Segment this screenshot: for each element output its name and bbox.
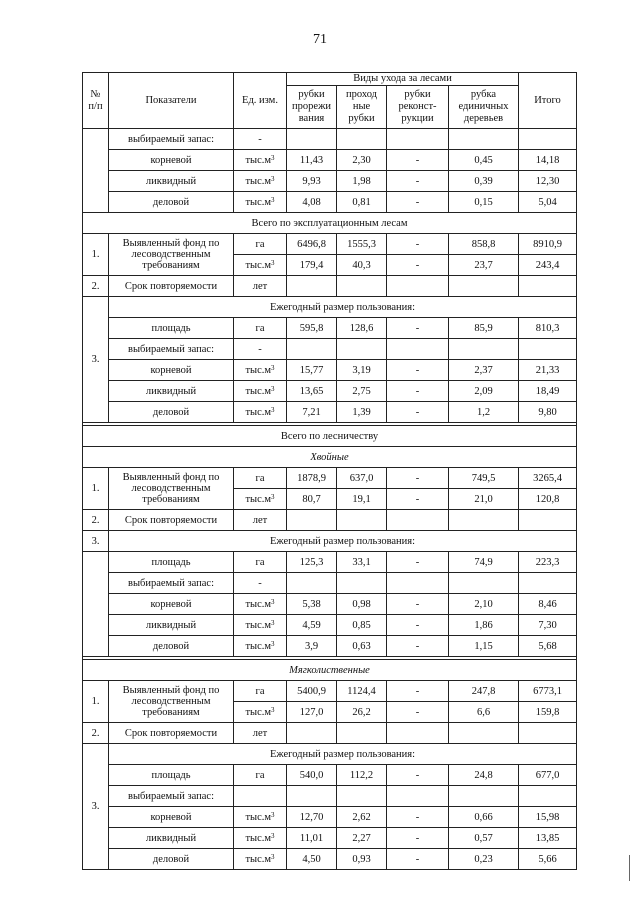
- cell: 120,8: [519, 489, 577, 510]
- col-header-unit: Ед. изм.: [234, 73, 287, 129]
- row-unit: $тыс.м^3$: [234, 192, 287, 213]
- cell: 1555,3: [337, 234, 387, 255]
- cell: 5,38: [287, 594, 337, 615]
- cell: 6,6: [449, 702, 519, 723]
- page-number: 71: [313, 32, 327, 47]
- col-header-indicator: Показатели: [109, 73, 234, 129]
- table-row: [83, 360, 577, 381]
- subsection-title: Хвойные: [83, 447, 577, 468]
- row-label: Срок повторяемости: [109, 723, 234, 744]
- col-header-group: Виды ухода за лесами: [287, 73, 519, 86]
- cell: 125,3: [287, 552, 337, 573]
- cell: 0,23: [449, 849, 519, 870]
- cell: 677,0: [519, 765, 577, 786]
- cell: 19,1: [337, 489, 387, 510]
- section-title: Всего по эксплуатационным лесам: [83, 213, 577, 234]
- cell: -: [387, 468, 449, 489]
- cell: 5,68: [519, 636, 577, 657]
- cell: -: [387, 552, 449, 573]
- row-label: ликвидный: [109, 615, 234, 636]
- table-row: [83, 339, 577, 360]
- row-label: ликвидный: [109, 828, 234, 849]
- cell: 0,63: [337, 636, 387, 657]
- cell: 9,93: [287, 171, 337, 192]
- row-unit: $тыс.м^3$: [234, 381, 287, 402]
- row-unit: $тыс.м^3$: [234, 255, 287, 276]
- cell: 13,65: [287, 381, 337, 402]
- cell: 0,85: [337, 615, 387, 636]
- cell: 24,8: [449, 765, 519, 786]
- cell: -: [387, 255, 449, 276]
- row-label: Срок повторяемости: [109, 276, 234, 297]
- row-label: Ежегодный размер пользования:: [109, 297, 577, 318]
- table-row: [83, 594, 577, 615]
- cell: 3265,4: [519, 468, 577, 489]
- cell: 0,93: [337, 849, 387, 870]
- row-unit: $тыс.м^3$: [234, 171, 287, 192]
- cell: 7,30: [519, 615, 577, 636]
- row-label: выбираемый запас:: [109, 573, 234, 594]
- cell: 112,2: [337, 765, 387, 786]
- cell: -: [387, 849, 449, 870]
- cell: 74,9: [449, 552, 519, 573]
- col-header-single-trees: рубка единичных деревьев: [449, 86, 519, 129]
- row-unit: $тыс.м^3$: [234, 807, 287, 828]
- cell: -: [387, 150, 449, 171]
- cell: 11,43: [287, 150, 337, 171]
- table-row: [83, 552, 577, 573]
- row-unit: га: [234, 318, 287, 339]
- row-unit: га: [234, 765, 287, 786]
- cell: 1124,4: [337, 681, 387, 702]
- col-header-reconstruction: рубки реконст- рукции: [387, 86, 449, 129]
- table-row: [83, 615, 577, 636]
- row-label: деловой: [109, 849, 234, 870]
- cell: 5400,9: [287, 681, 337, 702]
- cell: 810,3: [519, 318, 577, 339]
- cell: 1,86: [449, 615, 519, 636]
- cell: -: [387, 636, 449, 657]
- cell: 128,6: [337, 318, 387, 339]
- row-label: деловой: [109, 402, 234, 423]
- table-row: [83, 531, 577, 552]
- cell: 3,9: [287, 636, 337, 657]
- section-row: [83, 426, 577, 447]
- row-label: корневой: [109, 360, 234, 381]
- row-num: 1.: [83, 681, 109, 723]
- cell: 23,7: [449, 255, 519, 276]
- cell: 3,19: [337, 360, 387, 381]
- cell: 6773,1: [519, 681, 577, 702]
- cell: 5,66: [519, 849, 577, 870]
- row-unit: $тыс.м^3$: [234, 150, 287, 171]
- row-num: 3.: [83, 531, 109, 552]
- cell: 4,08: [287, 192, 337, 213]
- cell: 4,50: [287, 849, 337, 870]
- cell: 0,98: [337, 594, 387, 615]
- col-header-passing: проход ные рубки: [337, 86, 387, 129]
- cell: 21,33: [519, 360, 577, 381]
- cell: 179,4: [287, 255, 337, 276]
- table-row: [83, 765, 577, 786]
- row-unit: лет: [234, 723, 287, 744]
- row-unit: $тыс.м^3$: [234, 489, 287, 510]
- table-row: [83, 402, 577, 423]
- cell: 15,98: [519, 807, 577, 828]
- cell: -: [387, 171, 449, 192]
- row-unit: лет: [234, 276, 287, 297]
- table-row: [83, 276, 577, 297]
- row-num: 3.: [83, 744, 109, 870]
- row-label: площадь: [109, 552, 234, 573]
- cell: -: [387, 828, 449, 849]
- row-label: площадь: [109, 318, 234, 339]
- row-label: корневой: [109, 807, 234, 828]
- cell: -: [387, 765, 449, 786]
- row-unit: га: [234, 234, 287, 255]
- cell: 12,30: [519, 171, 577, 192]
- row-unit: $тыс.м^3$: [234, 615, 287, 636]
- row-label: Ежегодный размер пользования:: [109, 744, 577, 765]
- table-row: [83, 150, 577, 171]
- cell: 4,59: [287, 615, 337, 636]
- cell: 8910,9: [519, 234, 577, 255]
- cell: 6496,8: [287, 234, 337, 255]
- table-row: [83, 573, 577, 594]
- cell: -: [387, 402, 449, 423]
- row-unit: га: [234, 468, 287, 489]
- cell: -: [387, 360, 449, 381]
- cell: 749,5: [449, 468, 519, 489]
- cell: 40,3: [337, 255, 387, 276]
- cell: 1,39: [337, 402, 387, 423]
- cell: -: [387, 381, 449, 402]
- row-unit: -: [234, 339, 287, 360]
- row-unit: -: [234, 129, 287, 150]
- table-row: [83, 171, 577, 192]
- row-label: корневой: [109, 594, 234, 615]
- table-row: [83, 468, 577, 489]
- cell: 637,0: [337, 468, 387, 489]
- row-unit: $тыс.м^3$: [234, 402, 287, 423]
- row-label: корневой: [109, 150, 234, 171]
- forest-care-table: [82, 72, 577, 870]
- table-row: [83, 744, 577, 765]
- row-unit: га: [234, 552, 287, 573]
- col-header-num: № п/п: [83, 73, 109, 129]
- cell: 80,7: [287, 489, 337, 510]
- cell: 159,8: [519, 702, 577, 723]
- row-label: Срок повторяемости: [109, 510, 234, 531]
- row-num: 2.: [83, 723, 109, 744]
- table-row: [83, 828, 577, 849]
- cell: 2,09: [449, 381, 519, 402]
- table-row: [83, 681, 577, 702]
- row-label: выбираемый запас:: [109, 129, 234, 150]
- cell: 0,66: [449, 807, 519, 828]
- cell: -: [387, 318, 449, 339]
- cell: 15,77: [287, 360, 337, 381]
- row-unit: $тыс.м^3$: [234, 636, 287, 657]
- row-num: 2.: [83, 276, 109, 297]
- cell: 2,10: [449, 594, 519, 615]
- cell: 13,85: [519, 828, 577, 849]
- cell: -: [387, 234, 449, 255]
- row-unit: $тыс.м^3$: [234, 849, 287, 870]
- cell: 2,62: [337, 807, 387, 828]
- row-unit: -: [234, 573, 287, 594]
- cell: 7,21: [287, 402, 337, 423]
- row-unit: $тыс.м^3$: [234, 360, 287, 381]
- cell: 223,3: [519, 552, 577, 573]
- table-row: [83, 510, 577, 531]
- table-row: [83, 723, 577, 744]
- cell: 14,18: [519, 150, 577, 171]
- cell: 0,57: [449, 828, 519, 849]
- col-header-total: Итого: [519, 73, 577, 129]
- cell: -: [387, 807, 449, 828]
- table-row: [83, 849, 577, 870]
- cell: 595,8: [287, 318, 337, 339]
- table-row: [83, 381, 577, 402]
- section-title: Всего по лесничеству: [83, 426, 577, 447]
- cell: 11,01: [287, 828, 337, 849]
- cell: 0,15: [449, 192, 519, 213]
- cell: 1878,9: [287, 468, 337, 489]
- table-row: [83, 786, 577, 807]
- row-unit: $тыс.м^3$: [234, 594, 287, 615]
- row-num: 1.: [83, 468, 109, 510]
- table-row: [83, 807, 577, 828]
- cell: 21,0: [449, 489, 519, 510]
- cell: 0,81: [337, 192, 387, 213]
- cell: -: [387, 702, 449, 723]
- row-unit: $тыс.м^3$: [234, 702, 287, 723]
- row-num: 2.: [83, 510, 109, 531]
- row-label: выбираемый запас:: [109, 786, 234, 807]
- table-row: [83, 129, 577, 150]
- row-unit: лет: [234, 510, 287, 531]
- row-label: деловой: [109, 636, 234, 657]
- cell: 5,04: [519, 192, 577, 213]
- row-label: ликвидный: [109, 171, 234, 192]
- cell: 1,2: [449, 402, 519, 423]
- row-label: Выявленный фонд по лесоводственным требованиям: [109, 468, 234, 510]
- subsection-row: [83, 447, 577, 468]
- row-label: ликвидный: [109, 381, 234, 402]
- row-label: площадь: [109, 765, 234, 786]
- cell: 8,46: [519, 594, 577, 615]
- table-row: [83, 192, 577, 213]
- cell: 1,98: [337, 171, 387, 192]
- row-label: Выявленный фонд по лесоводственным требованиям: [109, 234, 234, 276]
- cell: 2,75: [337, 381, 387, 402]
- cell: 18,49: [519, 381, 577, 402]
- subsection-title: Мягколиственные: [83, 660, 577, 681]
- cell: 0,39: [449, 171, 519, 192]
- subsection-row: [83, 660, 577, 681]
- cell: -: [387, 192, 449, 213]
- cell: 2,27: [337, 828, 387, 849]
- table-row: [83, 636, 577, 657]
- section-row: [83, 213, 577, 234]
- cell: 247,8: [449, 681, 519, 702]
- header-row: [83, 73, 577, 86]
- table-row: [83, 234, 577, 255]
- cell: 243,4: [519, 255, 577, 276]
- cell: 33,1: [337, 552, 387, 573]
- cell: -: [387, 594, 449, 615]
- cell: 12,70: [287, 807, 337, 828]
- cell: -: [387, 615, 449, 636]
- cell: -: [387, 681, 449, 702]
- cell: 2,37: [449, 360, 519, 381]
- row-unit: $тыс.м^3$: [234, 828, 287, 849]
- row-label: деловой: [109, 192, 234, 213]
- scan-margin-line: [629, 855, 630, 881]
- table-row: [83, 297, 577, 318]
- cell: 0,45: [449, 150, 519, 171]
- cell: 9,80: [519, 402, 577, 423]
- row-unit: га: [234, 681, 287, 702]
- row-label: Выявленный фонд по лесоводственным требованиям: [109, 681, 234, 723]
- cell: 540,0: [287, 765, 337, 786]
- table-row: [83, 318, 577, 339]
- cell: 1,15: [449, 636, 519, 657]
- row-num: 3.: [83, 297, 109, 423]
- cell: -: [387, 489, 449, 510]
- cell: 127,0: [287, 702, 337, 723]
- cell: 85,9: [449, 318, 519, 339]
- row-num: 1.: [83, 234, 109, 276]
- cell: 858,8: [449, 234, 519, 255]
- row-label: выбираемый запас:: [109, 339, 234, 360]
- col-header-thinning: рубки прорежи вания: [287, 86, 337, 129]
- row-label: Ежегодный размер пользования:: [109, 531, 577, 552]
- cell: 26,2: [337, 702, 387, 723]
- cell: 2,30: [337, 150, 387, 171]
